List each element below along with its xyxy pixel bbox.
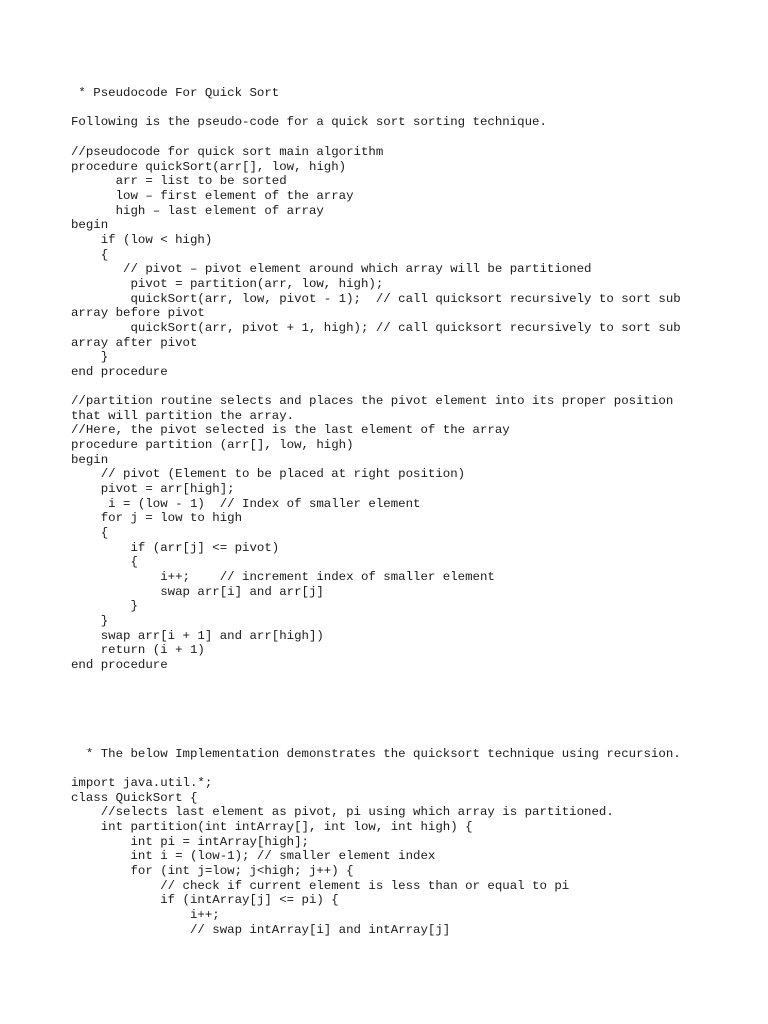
code-line: quickSort(arr, low, pivot - 1); // call quicksort recursively to sort sub [71, 292, 681, 306]
code-line: class QuickSort { [71, 791, 198, 805]
code-line: //partition routine selects and places the pivot element into its proper position [71, 394, 674, 408]
code-line: that will partition the array. [71, 409, 295, 423]
code-line: // pivot (Element to be placed at right position) [71, 467, 466, 481]
code-line: import java.util.*; [71, 776, 213, 790]
code-line: quickSort(arr, pivot + 1, high); // call quicksort recursively to sort sub [71, 321, 681, 335]
code-line: high – last element of array [71, 204, 324, 218]
code-line: swap arr[i] and arr[j] [71, 585, 324, 599]
code-line: return (i + 1) [71, 643, 205, 657]
code-line: { [71, 555, 138, 569]
code-line: } [71, 599, 138, 613]
code-line: array after pivot [71, 336, 198, 350]
code-line: { [71, 526, 109, 540]
code-line: // check if current element is less than or equal to pi [71, 879, 570, 893]
code-line: //Here, the pivot selected is the last element of the array [71, 423, 510, 437]
code-line: // pivot – pivot element around which array will be partitioned [71, 262, 592, 276]
code-line: array before pivot [71, 306, 205, 320]
code-line: pivot = arr[high]; [71, 482, 235, 496]
code-line: begin [71, 453, 109, 467]
code-line: end procedure [71, 658, 168, 672]
code-line: for (int j=low; j<high; j++) { [71, 864, 354, 878]
code-line: end procedure [71, 365, 168, 379]
code-line: //pseudocode for quick sort main algorithm [71, 145, 384, 159]
code-line: //selects last element as pivot, pi using which array is partitioned. [71, 805, 614, 819]
code-line: } [71, 614, 109, 628]
section-heading: * Pseudocode For Quick Sort [71, 86, 280, 100]
code-line: for j = low to high [71, 511, 243, 525]
code-line: pivot = partition(arr, low, high); [71, 277, 384, 291]
code-line: i++; // increment index of smaller element [71, 570, 495, 584]
code-line: swap arr[i + 1] and arr[high]) [71, 629, 324, 643]
code-line: int partition(int intArray[], int low, int high) { [71, 820, 473, 834]
code-line: int i = (low-1); // smaller element index [71, 849, 436, 863]
code-line: int pi = intArray[high]; [71, 835, 309, 849]
code-line: procedure partition (arr[], low, high) [71, 438, 354, 452]
code-line: procedure quickSort(arr[], low, high) [71, 160, 347, 174]
code-line: i = (low - 1) // Index of smaller element [71, 497, 421, 511]
code-line: low – first element of the array [71, 189, 354, 203]
section-heading: * The below Implementation demonstrates the quicksort technique using recursion. [71, 747, 681, 761]
code-line: if (intArray[j] <= pi) { [71, 893, 339, 907]
code-line: if (low < high) [71, 233, 213, 247]
intro-text: Following is the pseudo-code for a quick sort sorting technique. [71, 115, 547, 129]
code-line: // swap intArray[i] and intArray[j] [71, 923, 451, 937]
code-line: arr = list to be sorted [71, 174, 287, 188]
code-line: } [71, 350, 109, 364]
code-line: begin [71, 218, 109, 232]
code-line: i++; [71, 908, 220, 922]
code-line: { [71, 248, 109, 262]
code-line: if (arr[j] <= pivot) [71, 541, 280, 555]
